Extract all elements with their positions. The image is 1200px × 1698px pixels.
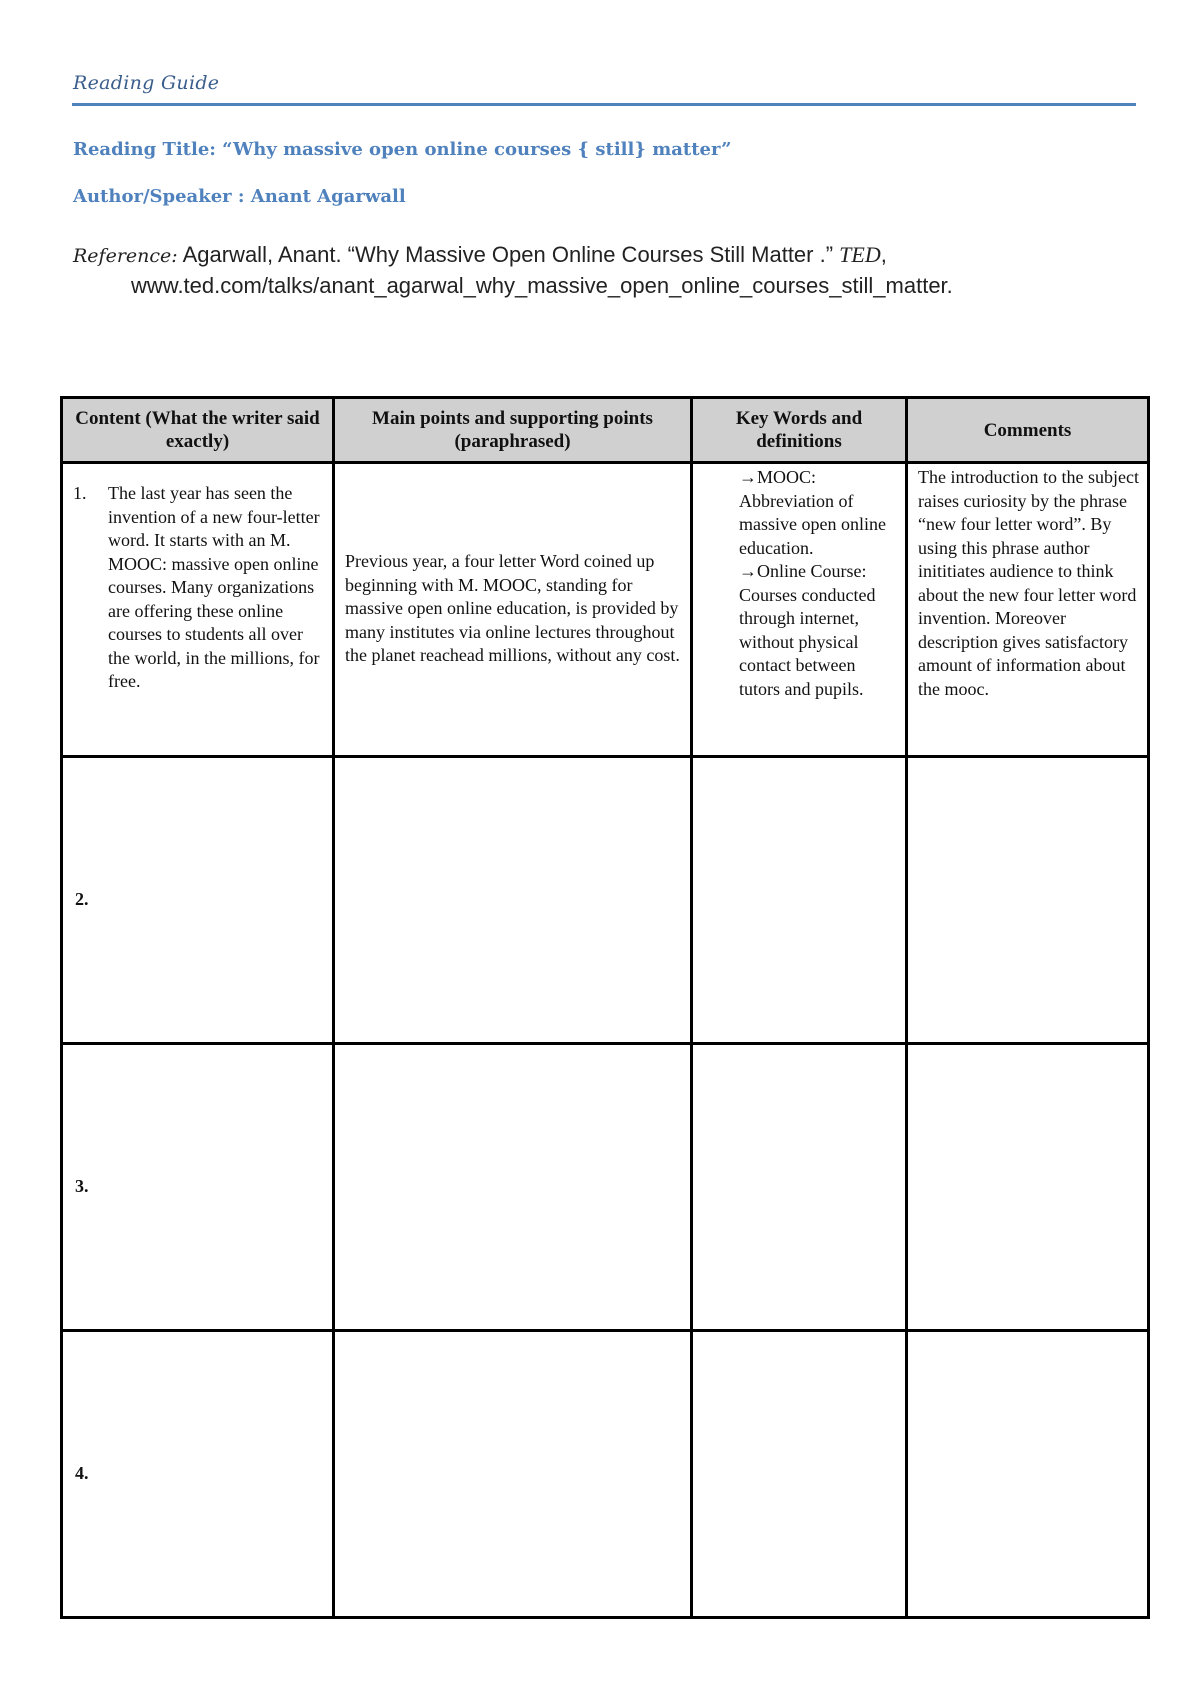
reference-url: www.ted.com/talks/anant_agarwal_why_massive_open_online_courses_still_matter. [131,273,953,298]
content-cell[interactable] [62,757,334,1044]
row-number: 4. [75,1463,89,1484]
content-cell[interactable] [62,463,334,757]
table-header-row [62,398,1149,463]
reference-source: TED [839,242,881,267]
content-cell[interactable] [62,1331,334,1618]
main-points-cell[interactable] [334,757,692,1044]
comments-text: The introduction to the subject raises curiosity by the phrase “new four letter word”. By using this phrase author inititiates audience to think about the new four letter word invention. Moreover description gives satisfactory amount of information about the mooc. [918,467,1139,699]
main-points-text: Previous year, a four letter Word coined up beginning with M. MOOC, standing for massive open online education, is provided by many institutes via online lectures throughout the planet reachead millions, without any cost. [345,551,680,665]
keyword-term: MOOC: [757,467,817,487]
reading-title: Reading Title: “Why massive open online courses { still} matter” [73,139,732,160]
reading-guide-table [60,396,1150,1619]
reference-label: Reference: [73,245,178,267]
arrow-right-icon: → [739,561,757,581]
row-number: 3. [75,1176,89,1197]
reference-comma: , [880,242,887,267]
comments-cell[interactable] [907,463,1149,757]
keywords-cell[interactable] [692,1044,907,1331]
document-header-label: Reading Guide [73,72,220,94]
reference-citation [73,240,1133,300]
keyword-definition: Courses conducted through internet, without physical contact between tutors and pupils. [739,584,876,699]
table-row [62,1044,1149,1331]
main-points-cell[interactable] [334,1331,692,1618]
table-row [62,757,1149,1044]
reference-text: Agarwall, Anant. “Why Massive Open Online Courses Still Matter .” [177,242,840,267]
keywords-cell[interactable] [692,757,907,1044]
comments-cell[interactable] [907,757,1149,1044]
header-content: Content (What the writer said exactly) [62,398,334,463]
header-comments: Comments [907,398,1149,463]
row-number: 1. [73,483,87,503]
header-main-points: Main points and supporting points (paraphrased) [334,398,692,463]
table-row [62,463,1149,757]
keyword-entry [739,560,899,701]
row-number: 2. [75,889,89,910]
content-text: The last year has seen the invention of a new four-letter word. It starts with an M. MOOC: massive open online courses. Many organizations are offering these online courses to students all over the world, in the millions, for free. [108,483,320,691]
content-cell[interactable] [62,1044,334,1331]
comments-cell[interactable] [907,1331,1149,1618]
keyword-entry [739,466,899,560]
main-points-cell[interactable] [334,1044,692,1331]
keywords-cell[interactable] [692,1331,907,1618]
main-points-cell[interactable] [334,463,692,757]
header-divider [72,103,1136,106]
comments-cell[interactable] [907,1044,1149,1331]
arrow-right-icon: → [739,467,757,487]
table-row [62,1331,1149,1618]
keyword-term: Online Course: [757,561,867,581]
keywords-cell[interactable] [692,463,907,757]
header-key-words: Key Words and definitions [692,398,907,463]
keyword-definition: Abbreviation of massive open online education. [739,490,886,558]
author-speaker: Author/Speaker : Anant Agarwall [73,186,406,207]
